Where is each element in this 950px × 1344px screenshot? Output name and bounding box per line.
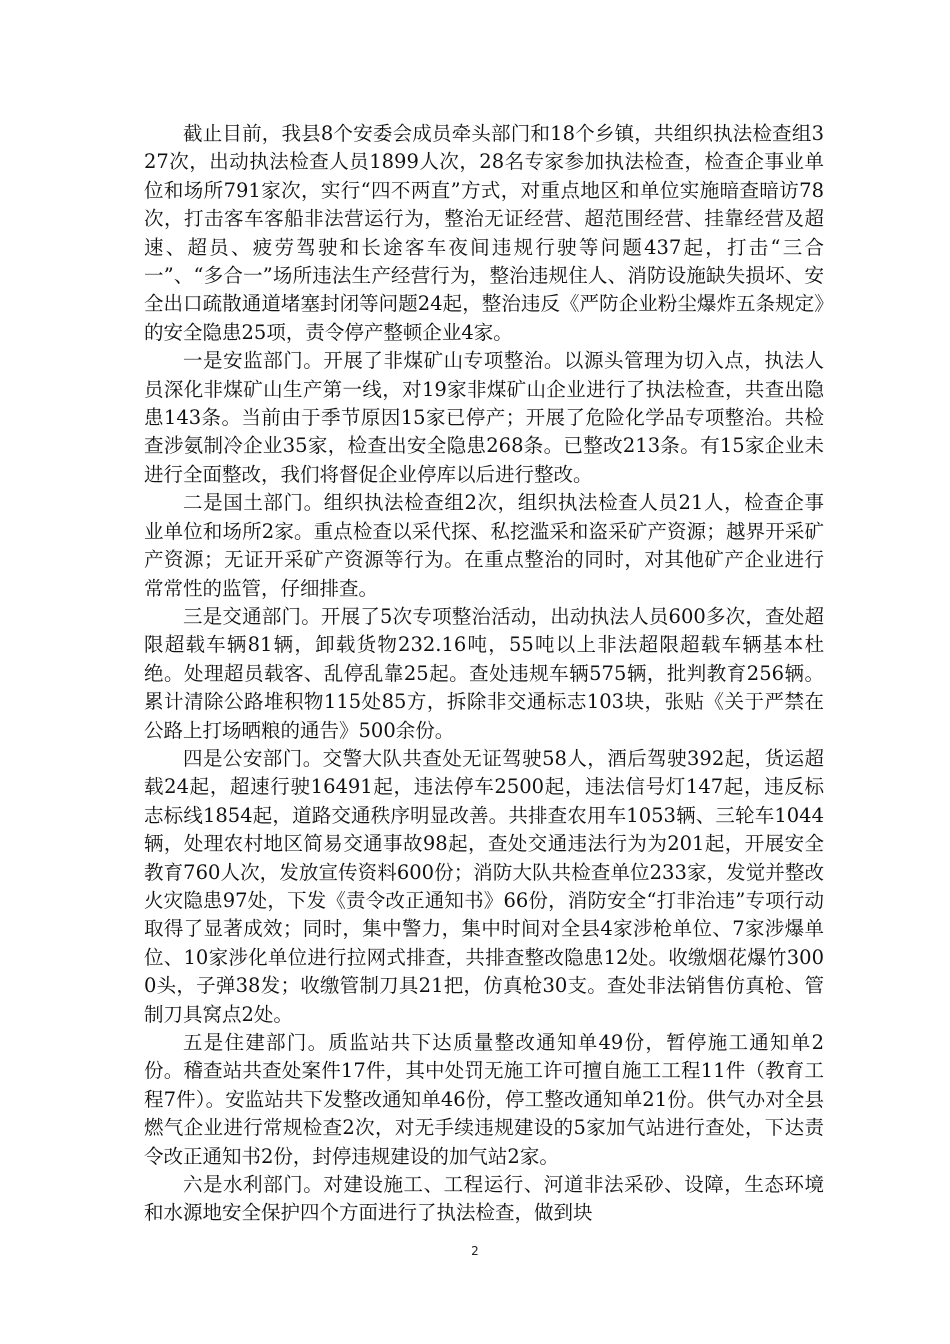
paragraph-housing-construction: 五是住建部门。质监站共下达质量整改通知单49份，暂停施工通知单2份。稽查站共查处案件17件，其中处罚无施工许可擅自施工工程11件（教育工程7件）。安监站共下发整改通知单46份，停工整改通知单21份。供气办对全县燃气企业进行常规检查2次，对无手续违规建设的5家加气站进行查处，下达责令改正通知书2份，封停违规建设的加气站2家。 bbox=[144, 1031, 824, 1168]
paragraph-land-resources: 二是国土部门。组织执法检查组2次，组织执法检查人员21人，检查企事业单位和场所2家。重点检查以采代探、私挖滥采和盗采矿产资源；越界开采矿产资源；无证开采矿产资源等行为。在重点整治的同时，对其他矿产企业进行常常性的监管，仔细排查。 bbox=[144, 491, 824, 600]
paragraph-summary: 截止目前，我县8个安委会成员牵头部门和18个乡镇，共组织执法检查组327次，出动执法检查人员1899人次，28名专家参加执法检查，检查企事业单位和场所791家次，实行“四不两直”方式，对重点地区和单位实施暗查暗访78次，打击客车客船非法营运行为，整治无证经营、超范围经营、挂靠经营及超速、超员、疲劳驾驶和长途客车夜间违规行驶等问题437起，打击“三合一”、“多合一”场所违法生产经营行为，整治违规住人、消防设施缺失损坏、安全出口疏散通道堵塞封闭等问题24起，整治违反《严防企业粉尘爆炸五条规定》的安全隐患25项，责令停产整顿企业4家。 bbox=[144, 122, 824, 344]
paragraph-water-resources: 六是水利部门。对建设施工、工程运行、河道非法采砂、设障，生态环境和水源地安全保护四个方面进行了执法检查，做到块 bbox=[144, 1173, 824, 1225]
paragraph-safety-supervision: 一是安监部门。开展了非煤矿山专项整治。以源头管理为切入点，执法人员深化非煤矿山生产第一线，对19家非煤矿山企业进行了执法检查，共查出隐患143条。当前由于季节原因15家已停产；开展了危险化学品专项整治。共检查涉氨制冷企业35家，检查出安全隐患268条。已整改213条。有15家企业未进行全面整改，我们将督促企业停库以后进行整改。 bbox=[144, 349, 824, 486]
paragraph-transportation: 三是交通部门。开展了5次专项整治活动，出动执法人员600多次，查处超限超载车辆81辆，卸载货物232.16吨，55吨以上非法超限超载车辆基本杜绝。处理超员载客、乱停乱靠25起。查处违规车辆575辆，批判教育256辆。累计清除公路堆积物115处85方，拆除非交通标志103块，张贴《关于严禁在公路上打场晒粮的通告》500余份。 bbox=[144, 604, 824, 742]
paragraph-public-security: 四是公安部门。交警大队共查处无证驾驶58人，酒后驾驶392起，货运超载24起，超速行驶16491起，违法停车2500起，违法信号灯147起，违反标志标线1854起，道路交通秩序明显改善。共排查农用车1053辆、三轮车1044辆，处理农村地区简易交通事故98起，查处交通违法行为为201起，开展安全教育760人次，发放宣传资料600份；消防大队共检查单位233家，发觉并整改火灾隐患97处，下发《责令改正通知书》66份，消防安全“打非治违”专项行动取得了显著成效；同时，集中警力，集中时间对全县4家涉枪单位、7家涉爆单位、10家涉化单位进行拉网式排查，共排查整改隐患12处。收缴烟花爆竹3000头，子弹38发；收缴管制刀具21把，仿真枪30支。查处非法销售仿真枪、管制刀具窝点2处。 bbox=[144, 746, 824, 1026]
page-number: 2 bbox=[471, 1244, 479, 1258]
document-body bbox=[144, 120, 824, 1228]
